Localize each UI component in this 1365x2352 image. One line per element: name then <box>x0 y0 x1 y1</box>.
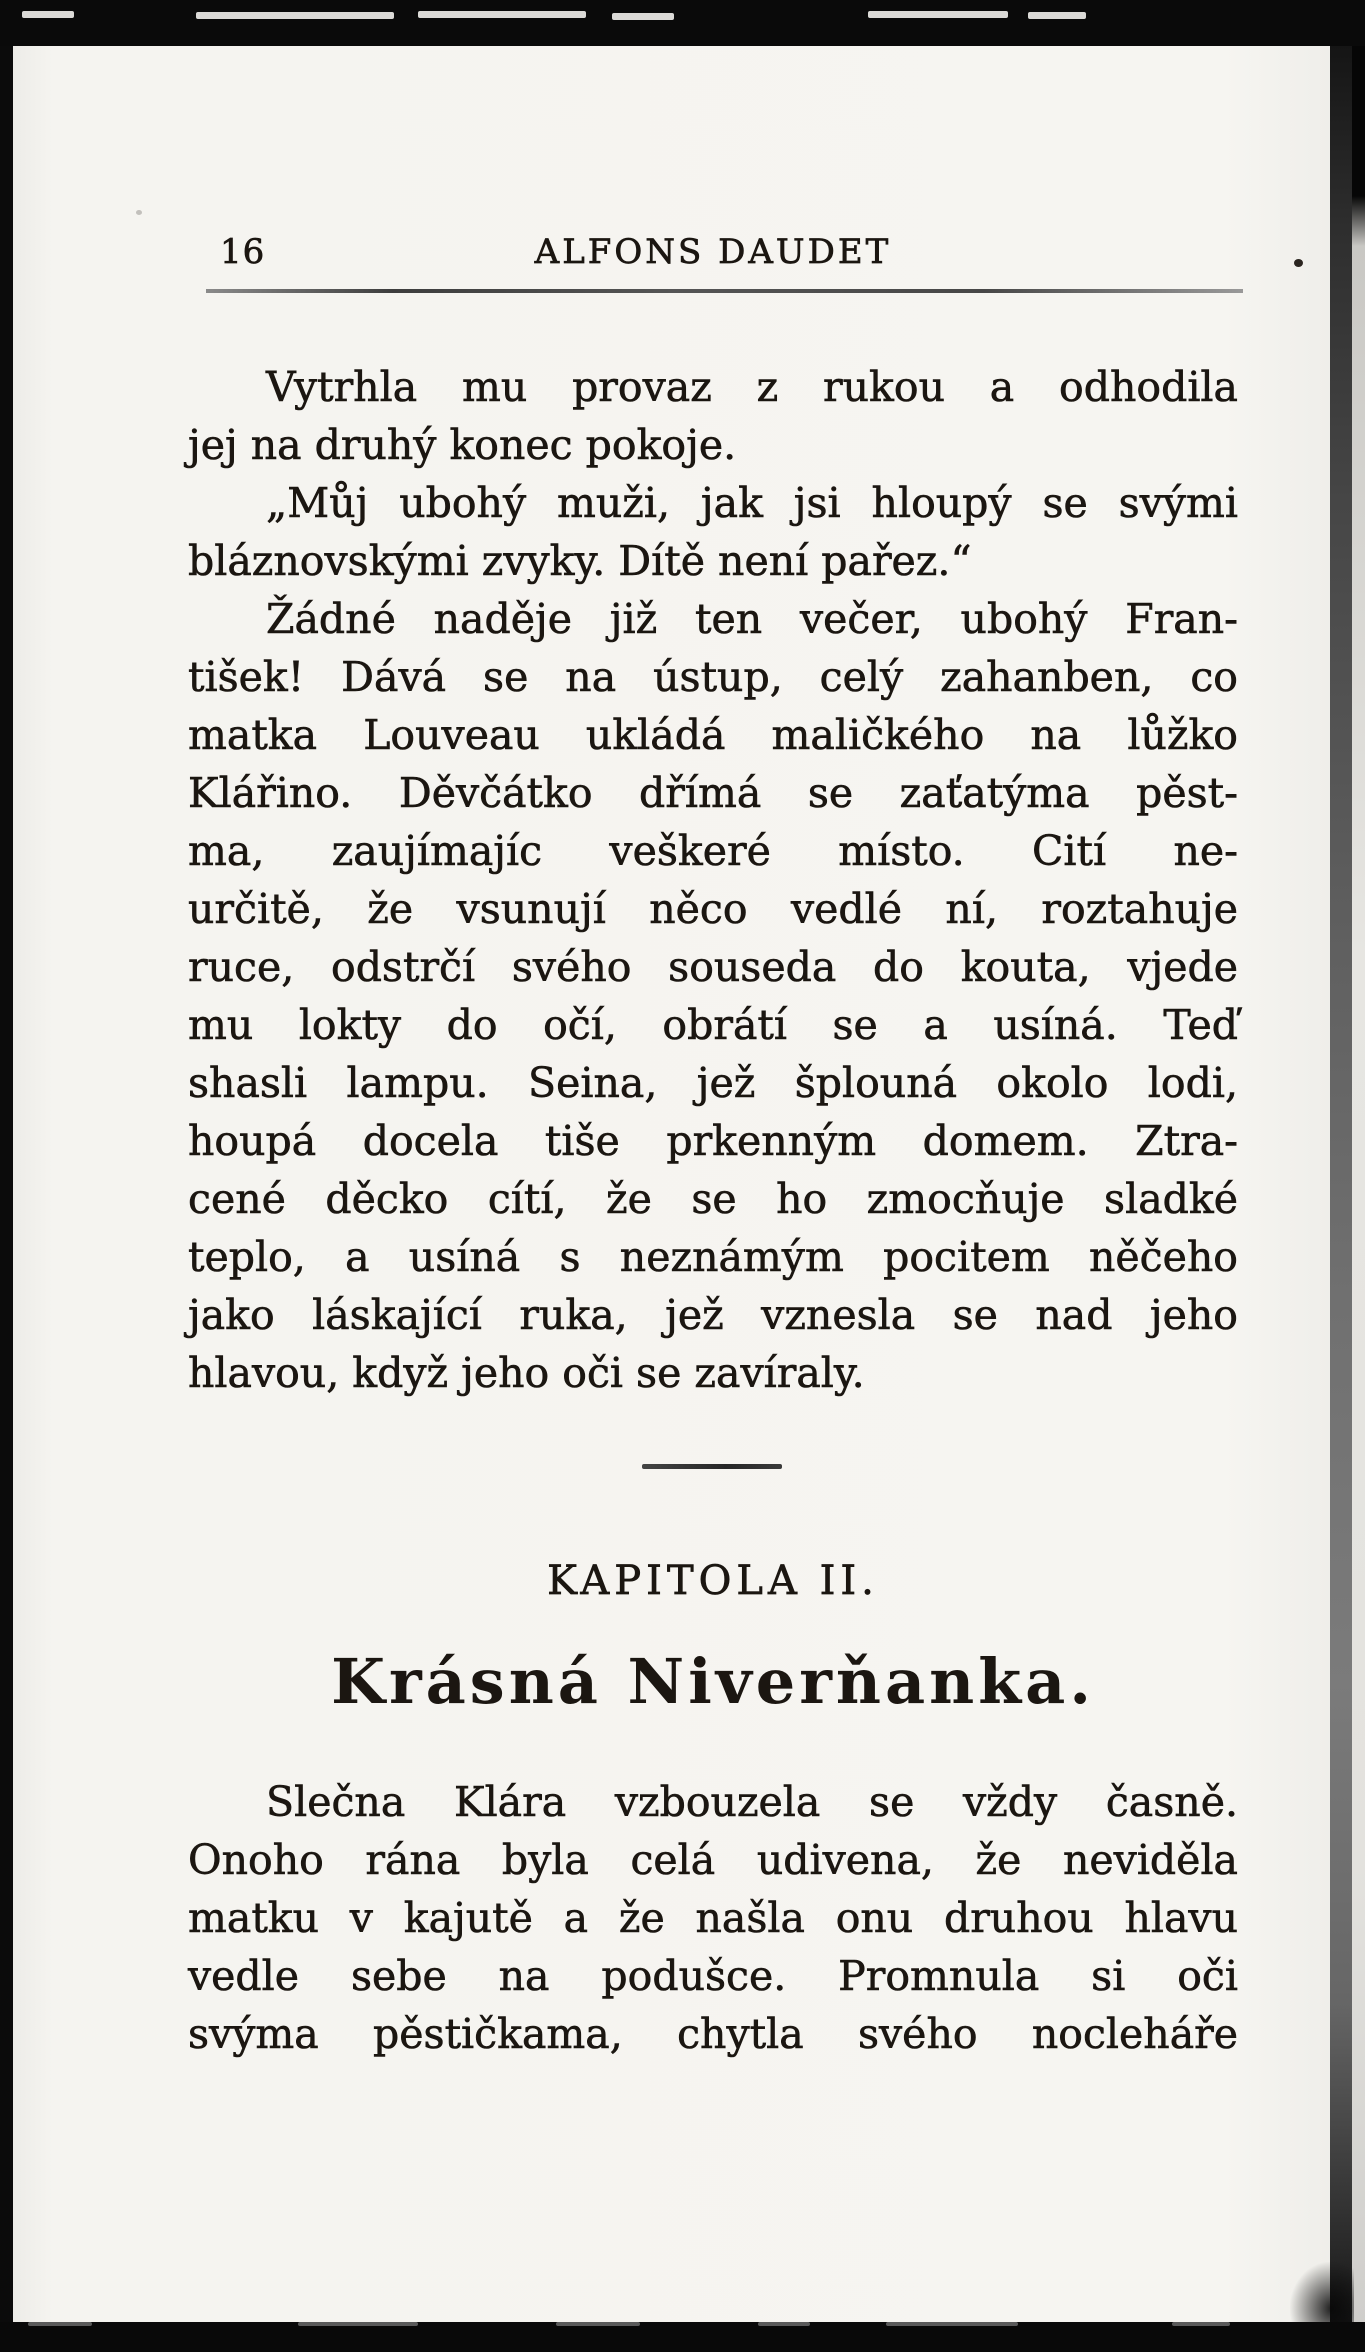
ink-speck <box>1294 259 1303 267</box>
text-line: Vytrhla mu provaz z rukou a odhodila <box>266 363 1238 411</box>
scan-artifact-dash <box>758 2322 810 2326</box>
scan-artifact-dash <box>868 11 1008 18</box>
text-line: bláznovskými zvyky. Dítě není pařez.“ <box>188 537 972 585</box>
text-line: Onoho rána byla celá udivena, že neviděla <box>188 1836 1238 1884</box>
scan-artifact-dash <box>556 2322 640 2326</box>
scan-artifact-dash <box>22 11 74 18</box>
ink-speck <box>136 210 142 215</box>
text-line: cené děcko cítí, že se ho zmocňuje sladké <box>188 1175 1238 1223</box>
scan-artifact-dash <box>612 13 674 20</box>
text-line: jej na druhý konec pokoje. <box>188 421 737 469</box>
text-line: houpá docela tiše prkenným domem. Ztra- <box>188 1117 1238 1165</box>
paragraph-block-2 <box>188 1773 1238 2063</box>
scan-artifact-dash <box>418 11 586 18</box>
scan-artifact-dash <box>1172 2322 1230 2326</box>
text-line: ma, zaujímajíc veškeré místo. Cití ne- <box>188 827 1238 875</box>
text-line: svýma pěstičkama, chytla svého nocleháře <box>188 2010 1238 2058</box>
scan-artifact-dash <box>28 2322 92 2326</box>
text-line: tišek! Dává se na ústup, celý zahanben, co <box>188 653 1238 701</box>
running-title: ALFONS DAUDET <box>534 232 892 272</box>
text-line: teplo, a usíná s neznámým pocitem něčeho <box>188 1233 1238 1281</box>
section-divider <box>642 1464 782 1469</box>
page-paper <box>13 46 1330 2322</box>
text-line: shasli lampu. Seina, jež šplouná okolo lodi, <box>188 1059 1238 1107</box>
paragraph-block-1 <box>188 358 1238 1402</box>
chapter-title: Krásná Niverňanka. <box>331 1645 1095 1718</box>
page-header <box>188 228 1238 282</box>
text-line: vedle sebe na podušce. Promnula si oči <box>188 1952 1238 2000</box>
gutter-shadow-bottom <box>1290 2262 1354 2324</box>
text-line: hlavou, když jeho oči se zavíraly. <box>188 1349 865 1397</box>
gutter-shadow <box>1330 46 1352 2322</box>
scan-artifact-dash <box>1028 12 1086 19</box>
scan-artifact-dash <box>196 12 394 19</box>
text-line: „Můj ubohý muži, jak jsi hloupý se svými <box>266 479 1238 527</box>
text-line: ruce, odstrčí svého souseda do kouta, vjede <box>188 943 1238 991</box>
text-line: Slečna Klára vzbouzela se vždy časně. <box>266 1778 1238 1826</box>
text-line: Žádné naděje již ten večer, ubohý Fran- <box>266 595 1238 643</box>
text-line: matku v kajutě a že našla onu druhou hlavu <box>188 1894 1238 1942</box>
chapter-heading: KAPITOLA II. <box>547 1558 879 1604</box>
scan-border-top <box>0 0 1365 46</box>
scan-border-bottom <box>0 2322 1365 2352</box>
scan-border-left <box>0 0 13 2352</box>
scan-artifact-dash <box>886 2322 1018 2326</box>
text-line: jako láskající ruka, jež vznesla se nad jeho <box>188 1291 1238 1339</box>
page-edge-right <box>1352 46 1365 2322</box>
page-number: 16 <box>220 232 266 272</box>
text-line: Klářino. Děvčátko dřímá se zaťatýma pěst- <box>188 769 1238 817</box>
scan-artifact-dash <box>298 2322 418 2326</box>
text-line: matka Louveau ukládá maličkého na lůžko <box>188 711 1238 759</box>
header-rule <box>206 289 1243 293</box>
text-line: mu lokty do očí, obrátí se a usíná. Teď <box>188 1001 1238 1049</box>
text-line: určitě, že vsunují něco vedlé ní, roztahuje <box>188 885 1238 933</box>
